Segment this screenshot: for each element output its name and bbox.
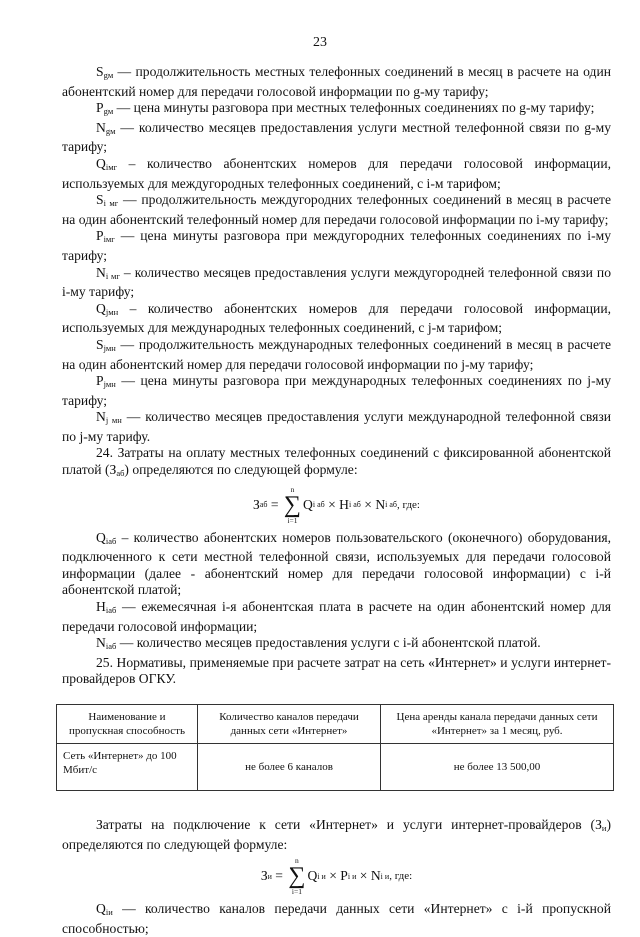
formula-internet: З и = n ∑ i=1 Q i и × P i и × N i и , где:: [260, 856, 413, 897]
definition-paragraph: $S_{jмн}$ — продолжительность международных телефонных соединений в месяц в расчете на один абонентский номер для передачи голосовой информации по j-му тарифу;: [62, 336, 611, 372]
table-cell: не более 6 каналов: [198, 744, 381, 791]
definition-paragraph: $Q_{iмг}$ – количество абонентских номеров для передачи голосовой информации, используемых для междугородных телефонных соединений, с i-м тарифом;: [62, 155, 611, 191]
definition-paragraph: $P_{jмн}$ — цена минуты разговора при международных телефонных соединениях по j-му тарифу;: [62, 373, 611, 408]
table-cell: Сеть «Интернет» до 100 Мбит/с: [57, 744, 198, 791]
definition-paragraph: $N_{gм}$ — количество месяцев предоставления услуги местной телефонной связи по g-му тарифу;: [62, 119, 611, 155]
page-number: 23: [313, 35, 327, 50]
table-cell: не более 13 500,00: [381, 744, 614, 791]
definitions-list-mid: [62, 530, 611, 655]
table-row: [57, 744, 614, 791]
table-header-cell: Наименование и пропускная способность: [57, 705, 198, 744]
definition-paragraph: $H_{iаб}$ — ежемесячная i-я абонентская плата в расчете на один абонентский номер для передачи голосовой информации;: [62, 599, 611, 634]
definition-paragraph: $N_{i мг}$ – количество месяцев предоставления услуги междугородней телефонной связи по i-му тарифу;: [62, 264, 611, 300]
definition-paragraph: $P_{iмг}$ — цена минуты разговора при междугородних телефонных соединениях по i-му тарифу;: [62, 228, 611, 263]
page-content: [62, 64, 611, 937]
definitions-list-top: [62, 64, 611, 445]
table-header-cell: Количество каналов передачи данных сети «Интернет»: [198, 705, 381, 744]
definition-paragraph: $Q_{iи}$ — количество каналов передачи данных сети «Интернет» с i-й пропускной способностью;: [62, 901, 611, 936]
sum-symbol: n ∑ i=1: [283, 484, 302, 525]
formula-subscriber-fee: З аб = n ∑ i=1 Q i аб × H i аб × N i аб , где:: [253, 484, 420, 525]
sum-symbol: n ∑ i=1: [288, 856, 306, 897]
definition-paragraph: $N_{iаб}$ — количество месяцев предоставления услуги с i-й абонентской платой.: [96, 635, 541, 652]
definition-paragraph: $Q_{iаб}$ – количество абонентских номеров пользовательского (оконечного) оборудования, подключенного к сети местной телефонной связи, используемых для передачи голосовой информации (далее - абонентский номер для передачи голосовой информации) с i-й абонентской платой;: [62, 529, 611, 598]
definition-paragraph: $N_{j мн}$ — количество месяцев предоставления услуги международной телефонной связи по j-му тарифу.: [62, 409, 611, 444]
internet-norms-table: [56, 704, 614, 791]
table-header-cell: Цена аренды канала передачи данных сети «Интернет» за 1 месяц, руб.: [381, 705, 614, 744]
section-24-paragraph: 24. Затраты на оплату местных телефонных соединений с фиксированной абонентской платой $(З_{аб})$ определяются по следующей формуле:: [62, 445, 611, 479]
definition-paragraph: $S_{i мг}$ — продолжительность междугородних телефонных соединений в месяц в расчете на один абонентский телефонный номер для передачи голосовой информации по i-му тарифу;: [62, 192, 611, 227]
definition-paragraph: $Q_{jмн}$ – количество абонентских номеров для передачи голосовой информации, используемых для международных телефонных соединений, с j-м тарифом;: [62, 300, 611, 336]
internet-costs-paragraph: Затраты на подключение к сети «Интернет» и услуги интернет-провайдеров $(З_и)$ определяются по следующей формуле:: [62, 817, 611, 852]
definition-paragraph: $P_{gм}$ — цена минуты разговора при местных телефонных соединениях по g-му тарифу;: [96, 100, 595, 117]
table-header-row: [57, 705, 614, 744]
definition-paragraph: $S_{gм}$ — продолжительность местных телефонных соединений в месяц в расчете на один абонентский номер для передачи голосовой информации по g-му тарифу;: [62, 64, 611, 99]
section-25-paragraph: 25. Нормативы, применяемые при расчете затрат на сеть «Интернет» и услуги интернет-провайдеров ОГКУ.: [62, 654, 611, 687]
